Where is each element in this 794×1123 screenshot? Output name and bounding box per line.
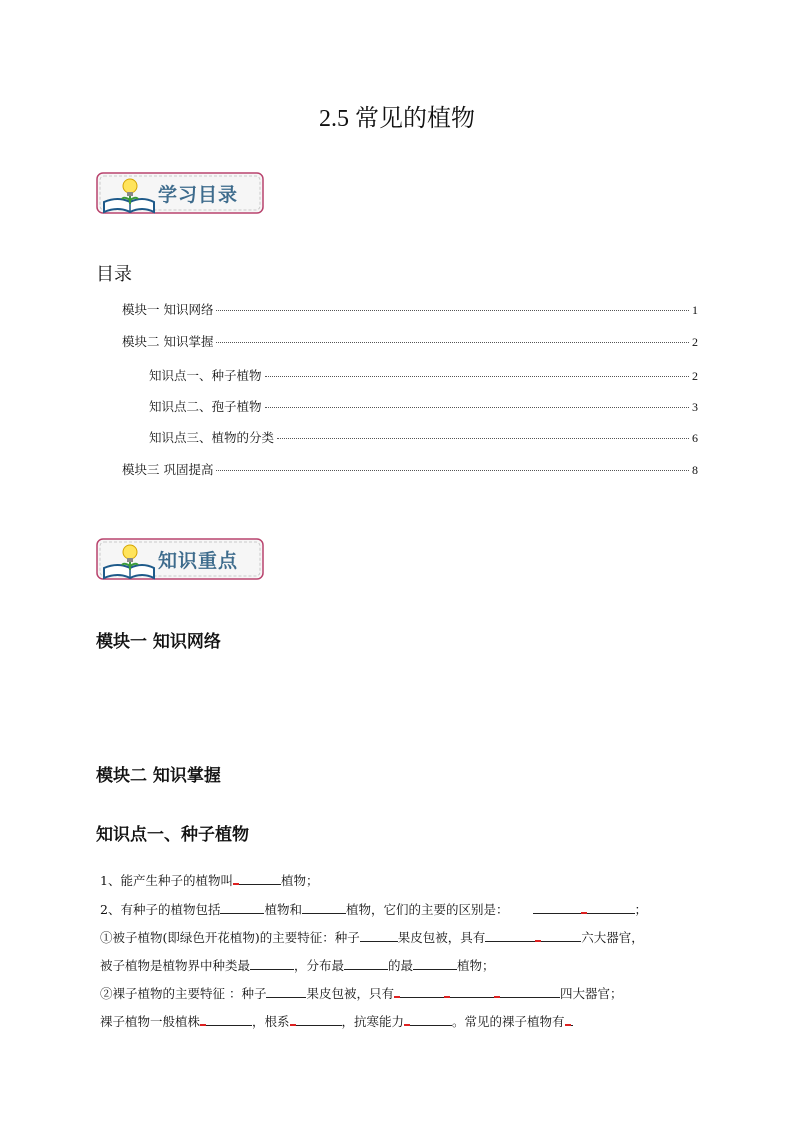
toc-leader (216, 342, 689, 343)
text: 六大器官， (581, 930, 644, 945)
text: ②裸子植物的主要特征 ：种子 (100, 986, 267, 1001)
toc-leader (265, 407, 689, 408)
text: 植物； (457, 958, 495, 973)
question-line-5 (100, 984, 623, 1002)
answer-blank[interactable] (250, 957, 294, 970)
toc-page-number: 6 (692, 431, 698, 445)
toc-page-number: 2 (692, 335, 698, 349)
toc-page-number: 8 (692, 463, 698, 477)
toc-badge-label: 学习目录 (158, 184, 239, 206)
toc-entry-label: 模块一 知识网络 (122, 302, 214, 317)
answer-blank[interactable] (565, 1013, 573, 1026)
module2-heading: 模块二 知识掌握 (96, 766, 221, 786)
toc-leader (216, 310, 689, 311)
toc-leader (277, 438, 689, 439)
question-line-2 (100, 900, 647, 918)
text: ，分布最 (294, 958, 345, 973)
text: 被子植物是植物界中种类最 (100, 958, 251, 973)
text: 植物，它们的主要的区别是： (345, 902, 509, 917)
text: 植物和 (264, 902, 302, 917)
text: 1、能产生种子的植物叫 (100, 873, 233, 888)
text: ①被子植物(即绿色开花植物)的主要特征：种子 (100, 930, 360, 945)
answer-blank[interactable] (413, 957, 457, 970)
answer-blank[interactable] (344, 957, 388, 970)
answer-blank[interactable] (444, 985, 494, 998)
answer-blank[interactable] (533, 901, 581, 914)
answer-blank[interactable] (535, 929, 581, 942)
answer-blank[interactable] (494, 985, 544, 998)
answer-blank[interactable] (404, 1013, 452, 1026)
text: 2、有种子的植物包括 (100, 902, 221, 917)
toc-entry-module3[interactable] (122, 460, 698, 478)
text: ，抗寒能力 (341, 1014, 405, 1029)
answer-blank[interactable] (485, 929, 535, 942)
text: 植物； (280, 873, 319, 888)
toc-entry-label: 知识点一、种子植物 (149, 368, 262, 383)
text: 裸子植物一般植株 (100, 1014, 201, 1029)
toc-page-number: 1 (692, 303, 698, 317)
toc-leader (216, 470, 689, 471)
toc-entry-point2[interactable] (149, 397, 698, 415)
answer-blank[interactable] (266, 985, 306, 998)
text: 。常见的裸子植物有 (452, 1014, 565, 1029)
answer-blank[interactable] (233, 872, 281, 885)
answer-blank[interactable] (360, 929, 398, 942)
toc-heading: 目录 (96, 264, 132, 285)
question-line-3 (100, 928, 644, 946)
page-title: 2.5 常见的植物 (319, 106, 475, 132)
text: 的最 (388, 958, 414, 973)
text: ，根系 (252, 1014, 290, 1029)
question-line-1 (100, 871, 318, 889)
toc-leader (265, 376, 689, 377)
answer-blank[interactable] (581, 901, 635, 914)
answer-blank[interactable] (220, 901, 264, 914)
toc-entry-module1[interactable] (122, 300, 698, 318)
text: 果皮包被，具有 (397, 930, 486, 945)
answer-blank[interactable] (290, 1013, 342, 1026)
key-points-badge (96, 538, 266, 582)
toc-entry-module2[interactable] (122, 332, 698, 350)
toc-entry-label: 知识点三、植物的分类 (149, 430, 275, 445)
toc-page-number: 3 (692, 400, 698, 414)
answer-blank[interactable] (302, 901, 346, 914)
question-line-4 (100, 956, 495, 974)
toc-page-number: 2 (692, 369, 698, 383)
module1-heading: 模块一 知识网络 (96, 632, 221, 652)
toc-entry-label: 模块二 知识掌握 (122, 334, 214, 349)
key-points-badge-label: 知识重点 (158, 550, 239, 572)
toc-entry-point1[interactable] (149, 366, 698, 384)
answer-blank[interactable] (544, 985, 560, 998)
text: 果皮包被，只有 (306, 986, 394, 1001)
toc-entry-label: 知识点二、孢子植物 (149, 399, 262, 414)
answer-blank[interactable] (394, 985, 444, 998)
text: 四大器官； (560, 986, 623, 1001)
question-line-6 (100, 1012, 573, 1030)
toc-entry-point3[interactable] (149, 428, 698, 446)
answer-blank[interactable] (200, 1013, 252, 1026)
point1-heading: 知识点一、种子植物 (96, 825, 249, 845)
toc-entry-label: 模块三 巩固提高 (122, 462, 214, 477)
text: ； (634, 902, 648, 917)
toc-badge (96, 172, 266, 216)
